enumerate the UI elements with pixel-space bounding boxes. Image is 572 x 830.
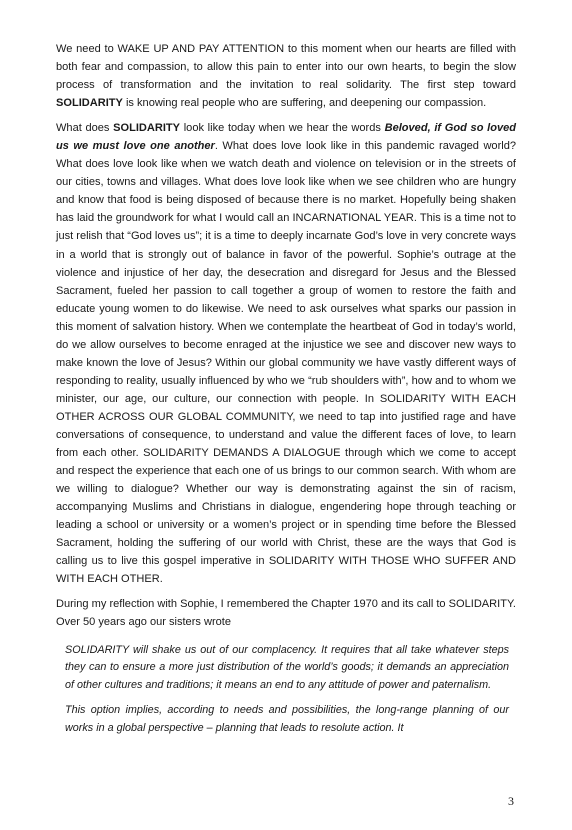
text-run: . What does love look like in this pandemic ravaged world? What does love look like when we watch death and violence on television or in the streets of our cities, towns and villages. What does love look like when we see children who are hungry and know that food is being disposed of because there is no market. Hopefully being shaken has laid the groundwork for what I would call an INCARNATIONAL YEAR. This is a time not to just relish that “God loves us”; it is a time to deeply incarnate God’s love in very concrete ways in a world that is strongly out of balance in favor of the powerful. Sophie’s outrage at the violence and injustice of her day, the desecration and disregard for Jesus and the Blessed Sacrament, fueled her passion to call together a group of women to restore the faith and educate young women to do likewise. We need to ask ourselves what sparks our passion in this moment of salvation history. When we contemplate the heartbeat of God in today’s world, do we allow ourselves to become enraged at the injustice we see and discover new ways to make known the love of Jesus? Within our global community we have vastly different ways of responding to reality, usually influenced by who we “rub shoulders with”, how and to whom we minister, our age, our culture, our connection with people. In SOLIDARITY WITH EACH OTHER ACROSS OUR GLOBAL COMMUNITY, we need to tap into justified rage and have conversations of consequence, to understand and value the different faces of love, to learn from each other. SOLIDARITY DEMANDS A DIALOGUE through which we come to accept and respect the experience that each one of us brings to our common search. With whom are we willing to dialogue? Whether our way is demonstrating against the sin of racism, accompanying Muslims and Christians in dialogue, engendering hope through teaching or leading a school or university or a women’s project or in spending time before the Blessed Sacrament, holding the suffering of our world with Christ, these are the ways that God is calling us to live this gospel imperative in SOLIDARITY WITH THOSE WHO SUFFER AND WITH EACH OTHER.: [56, 140, 516, 586]
block-quote: [65, 642, 509, 738]
page-number: 3: [508, 794, 514, 808]
paragraph-1: [56, 40, 516, 112]
text-run: During my reflection with Sophie, I remembered the Chapter 1970 and its call to SOLIDARITY. Over 50 years ago our sisters wrote: [56, 598, 516, 629]
quote-paragraph-2: This option implies, according to needs and possibilities, the long-range planning of our works in a global perspective – planning that leads to resolute action. It: [65, 704, 509, 734]
text-run: SOLIDARITY: [113, 122, 181, 135]
quote-paragraph-1: SOLIDARITY will shake us out of our complacency. It requires that all take whatever steps they can to ensure a more just distribution of the world’s goods; it demands an appreciation of other cultures and traditions; it means an end to any attitude of power and paternalism.: [65, 643, 509, 691]
paragraph-2: [56, 119, 516, 588]
text-run: We need to WAKE UP AND PAY ATTENTION to this moment when our hearts are filled with both fear and compassion, to allow this pain to enter into our own hearts, to begin the slow process of transformation and the invitation to real solidarity. The first step toward: [56, 43, 516, 92]
text-run: is knowing real people who are suffering, and deepening our compassion.: [122, 97, 487, 110]
text-run: What does: [56, 122, 114, 135]
text-run: Beloved, if God so loved us we must love one another: [56, 122, 516, 153]
text-run: look like today when we hear the words: [180, 122, 385, 135]
paragraph-3: [56, 595, 516, 631]
document-body: [56, 40, 516, 745]
text-run: SOLIDARITY: [56, 97, 123, 110]
